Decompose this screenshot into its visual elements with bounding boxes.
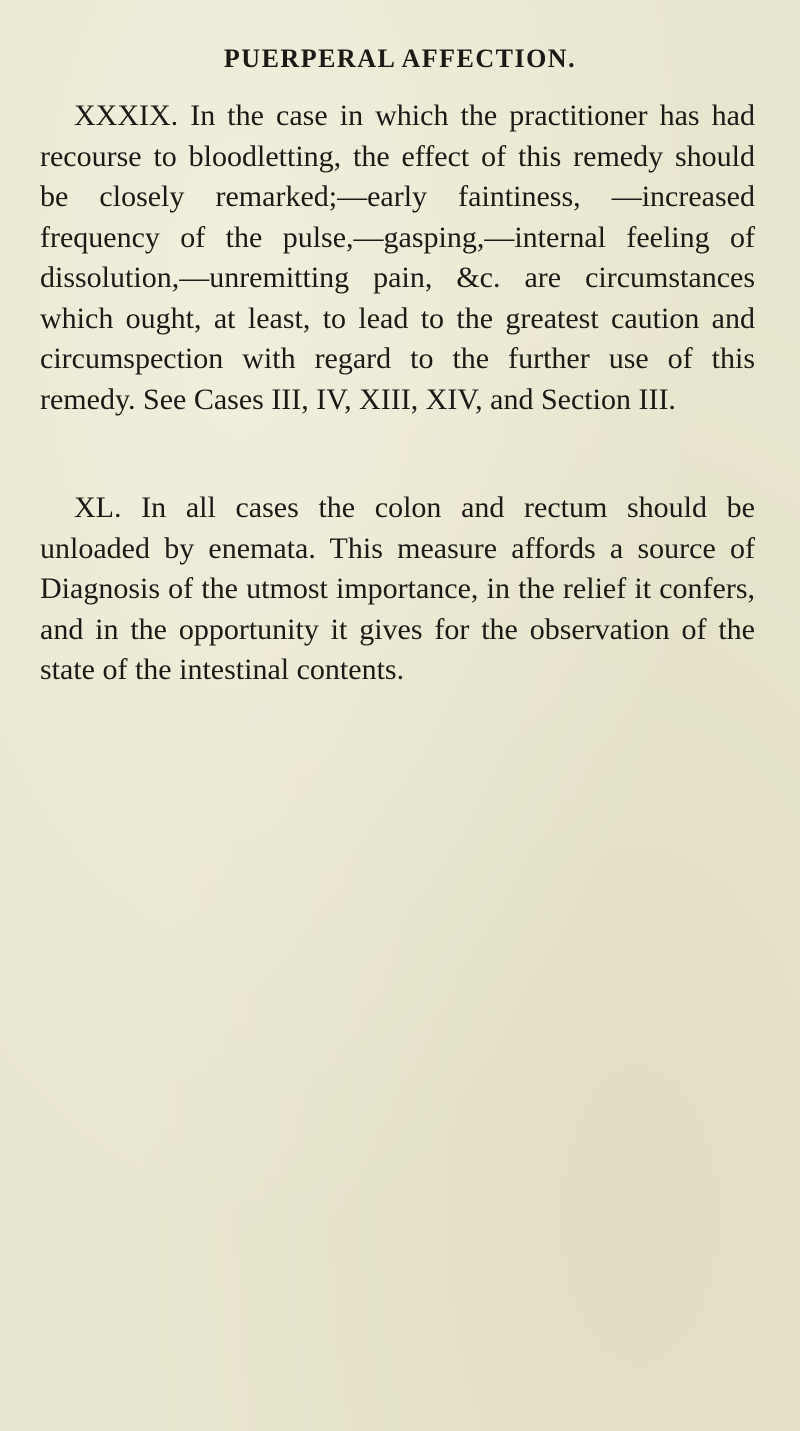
paragraph-number: XXXIX. <box>74 99 179 132</box>
running-head: PUERPERAL AFFECTION. <box>223 44 577 73</box>
paragraph-body: In the case in which the practitioner has had recourse to bloodletting, the effect of this remedy should be closely remarked;—early faintiness, —increased frequency of the pulse,—gasping,—internal feeling of dissolution,—unremitting pain, &c. are circumstances which ought, at least, to lead to the greatest caution and circumspection with regard to the further use of this remedy. See Cases III, IV, XIII, XIV, and Section III. <box>40 99 755 416</box>
paragraph-number: XL. <box>74 491 122 524</box>
paragraph-xxxix <box>40 96 755 420</box>
paragraph-xl <box>40 488 755 691</box>
paragraph-body: In all cases the colon and rectum should be unloaded by enemata. This measure affords a source of Diagnosis of the utmost importance, in the relief it confers, and in the opportunity it gives for the observation of the state of the intestinal contents. <box>40 491 755 686</box>
